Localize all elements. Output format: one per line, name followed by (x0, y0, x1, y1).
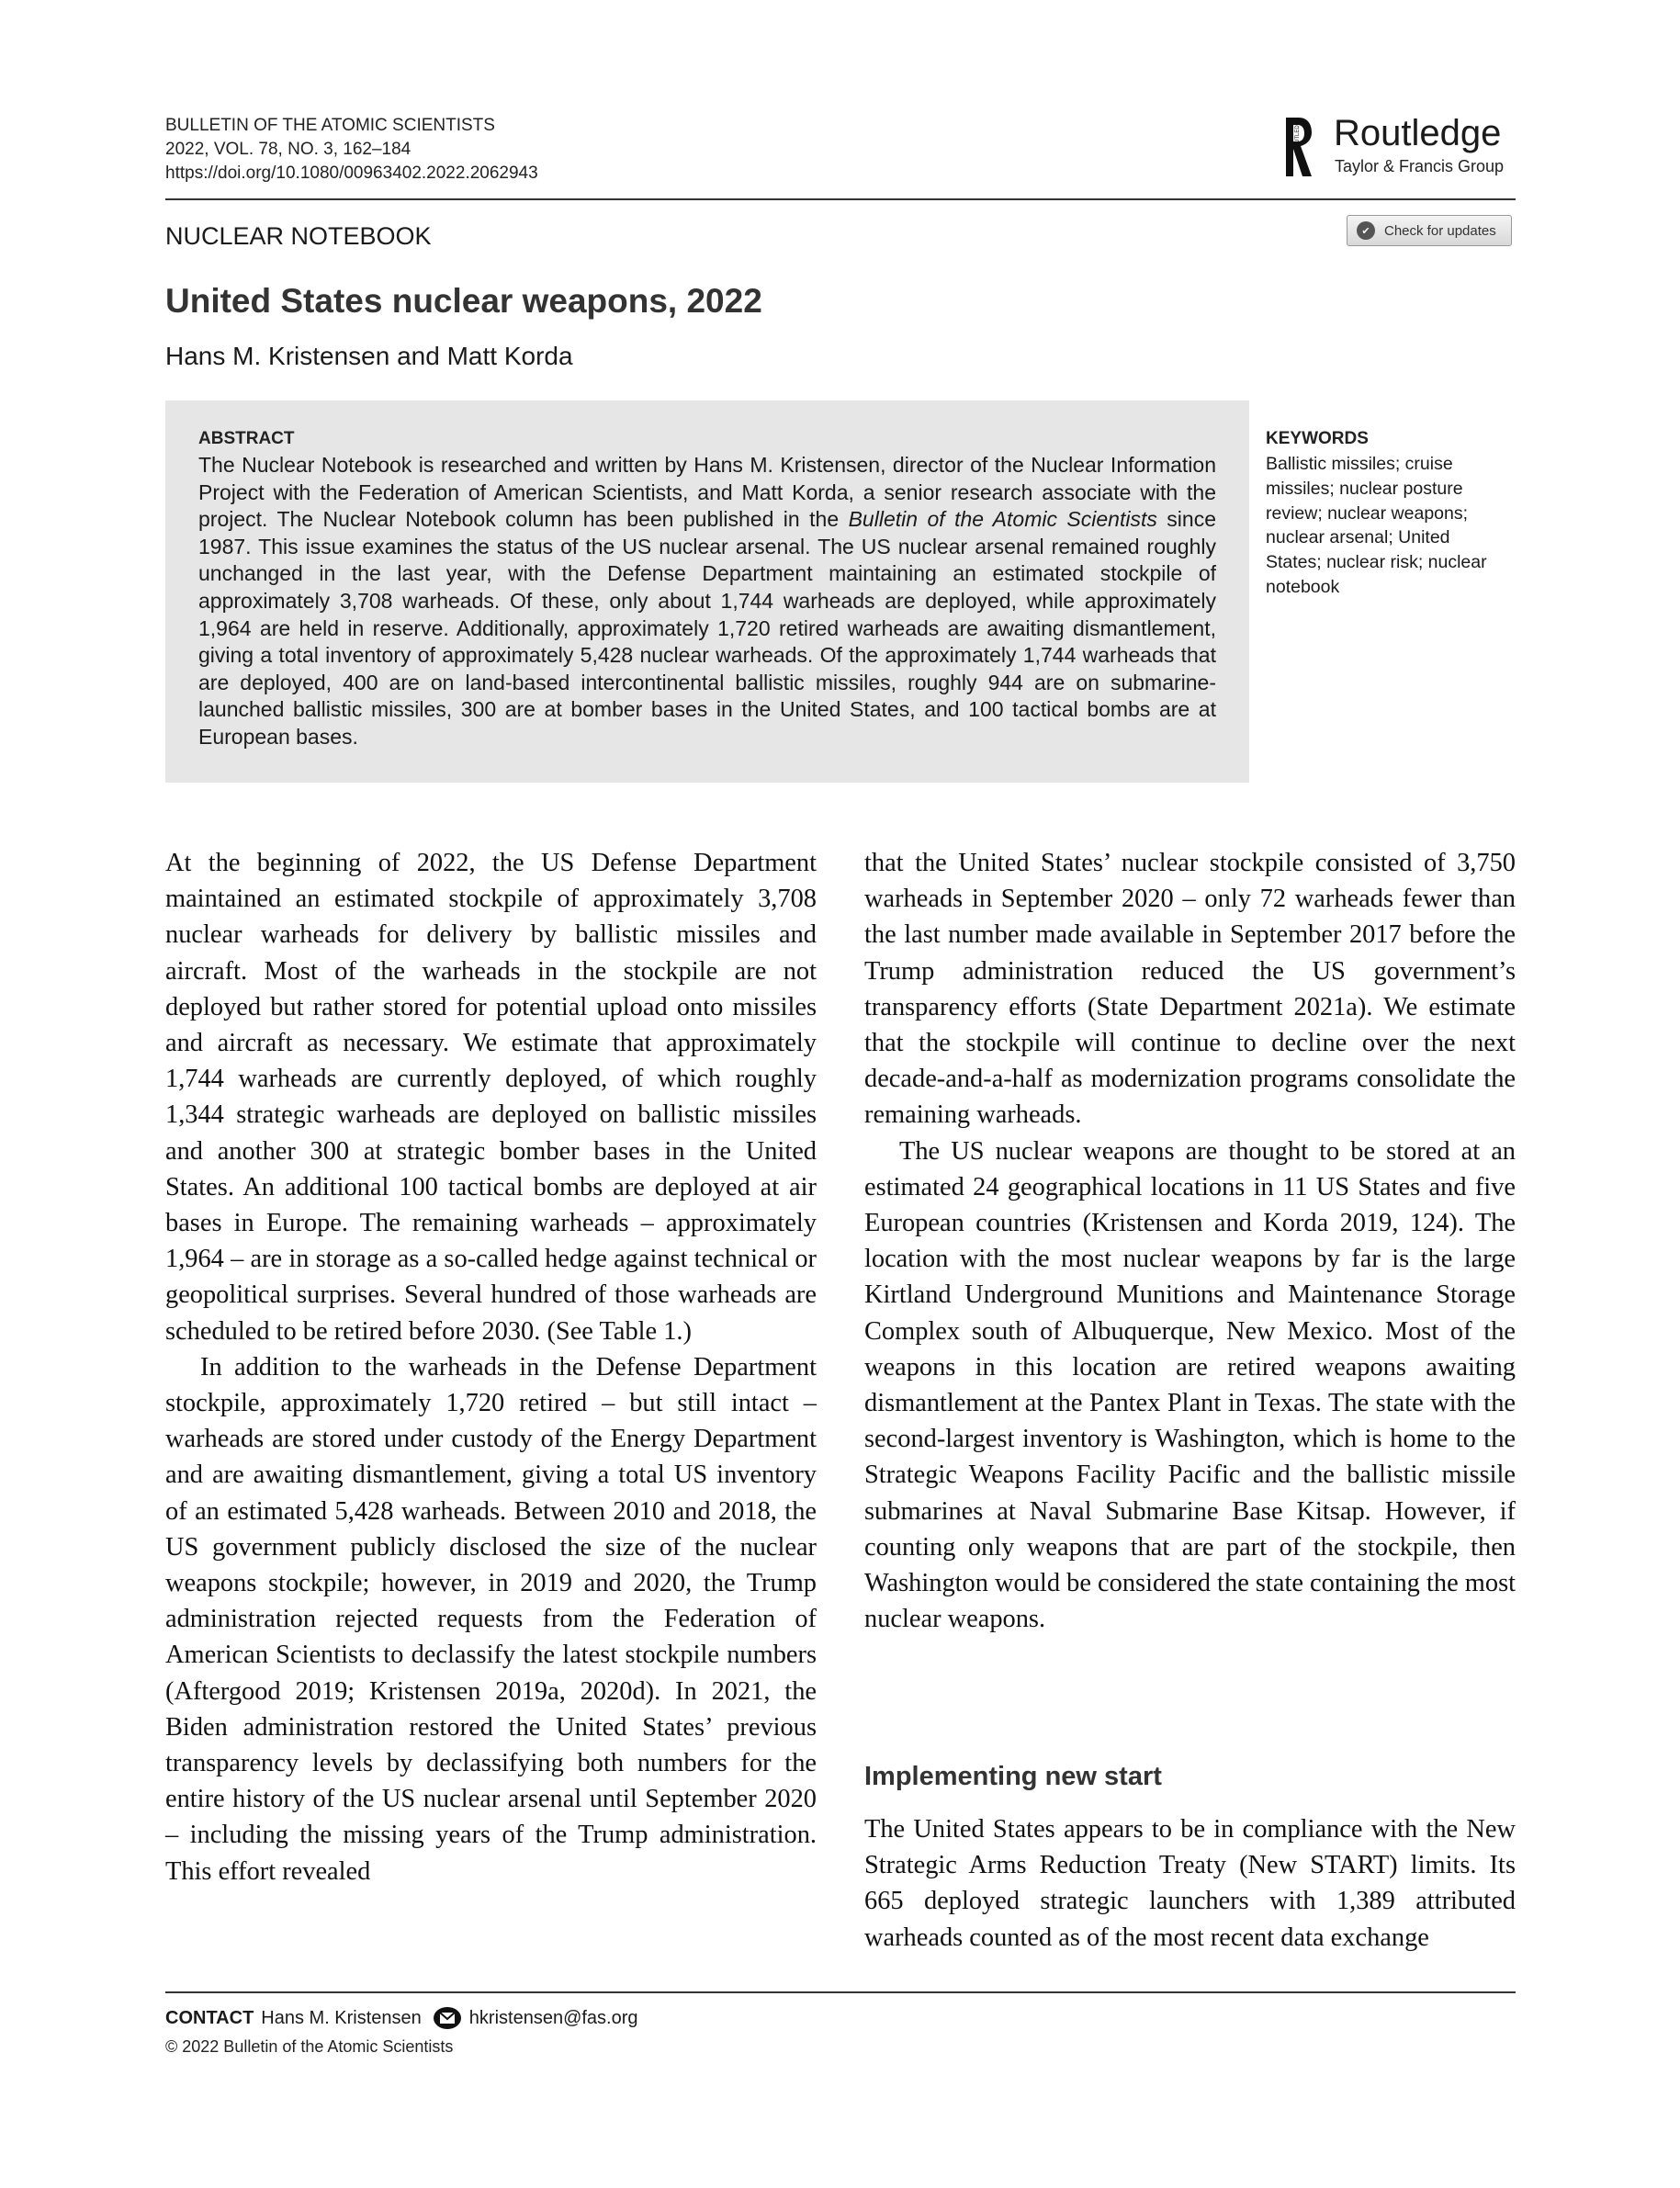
check-updates-label: Check for updates (1384, 222, 1496, 239)
volume-info: 2022, VOL. 78, NO. 3, 162–184 (165, 140, 412, 159)
body-column-left (165, 845, 817, 1889)
contact-name: Hans M. Kristensen (261, 2008, 422, 2028)
section-label: NUCLEAR NOTEBOOK (165, 222, 432, 250)
check-updates-button[interactable] (1347, 215, 1512, 246)
header-rule (165, 198, 1516, 200)
body-paragraph: The US nuclear weapons are thought to be stored at an estimated 24 geographical locations in 11 US States and five European countries (Kristensen and Korda 2019, 124). The location with the most nuclear weapons by far is the large Kirtland Underground Munitions and Maintenance Storage Complex south of Albuquerque, New Mexico. Most of the weapons in this location are retired weapons awaiting dismantlement at the Pantex Plant in Texas. The state with the second-largest inventory is Washington, which is home to the Strategic Weapons Facility Pacific and the ballistic missile submarines at Naval Submarine Base Kitsap. However, if counting only weapons that are part of the stockpile, then Washington would be considered the state containing the most nuclear weapons. (864, 1136, 1516, 1634)
keywords-heading: KEYWORDS (1266, 429, 1369, 448)
svg-text:ROUTLEDGE: ROUTLEDGE (1295, 117, 1301, 152)
abstract-text-part: since 1987. This issue examines the status of the US nuclear arsenal. The US nuclear arsenal remained roughly unchanged in the last year, with the Defense Department maintaining an estimated stockpile of approximately 3,708 warheads. Of these, only about 1,744 warheads are deployed, while approximately 1,964 are held in reserve. Additionally, approximately 1,720 retired warheads are awaiting dismantlement, giving a total inventory of approximately 5,428 nuclear warheads. Of the approximately 1,744 warheads that are deployed, 400 are on land-based intercontinental ballistic missiles, roughly 944 are on submarine-launched ballistic missiles, 300 are at bomber bases in the United States, and 100 tactical bombs are at European bases. (198, 507, 1216, 749)
abstract-text-part: The Nuclear Notebook is researched and written by Hans M. Kristensen, director of the Nuclear Information Project with the Federation of American Scientists, and Matt Korda, a senior research associate with the project. The Nuclear Notebook column has been published in the (198, 453, 1216, 532)
contact-email-link[interactable]: hkristensen@fas.org (468, 2008, 638, 2028)
body-column-right-continued (864, 1811, 1516, 1956)
section-heading: Implementing new start (864, 1762, 1162, 1791)
article-title: United States nuclear weapons, 2022 (165, 282, 762, 320)
abstract-heading: ABSTRACT (198, 429, 295, 448)
journal-info (165, 114, 538, 186)
body-paragraph: The United States appears to be in compliance with the New Strategic Arms Reduction Treaty (New START) limits. Its 665 deployed strategic launchers with 1,389 attributed warheads counted as of the most recent data exchange (864, 1815, 1516, 1952)
contact-line (165, 2006, 638, 2030)
publisher-logo (1277, 112, 1516, 184)
envelope-icon (433, 2006, 462, 2030)
publisher-subtitle: Taylor & Francis Group (1335, 157, 1505, 175)
body-column-right (864, 845, 1516, 1637)
contact-label: CONTACT (165, 2008, 254, 2028)
body-paragraph: that the United States’ nuclear stockpile consisted of 3,750 warheads in September 2020 – only 72 warheads fewer than the last number made available in September 2017 before the Trump administration reduced the US government’s transparency efforts (State Department 2021a). We estimate that the stockpile will continue to decline over the next decade-and-a-half as modernization programs consolidate the remaining warheads. (864, 849, 1516, 1130)
footer-rule (165, 1991, 1516, 1993)
body-paragraph: In addition to the warheads in the Defense Department stockpile, approximately 1,720 retired – but still intact – warheads are stored under custody of the Energy Department and are awaiting dismantlement, giving a total US inventory of an estimated 5,428 warheads. Between 2010 and 2018, the US government publicly disclosed the size of the nuclear weapons stockpile; however, in 2019 and 2020, the Trump administration rejected requests from the Federation of American Scientists to declassify the latest stockpile numbers (Aftergood 2019; Kristensen 2019a, 2020d). In 2021, the Biden administration restored the United States’ previous transparency levels by declassifying both numbers for the entire history of the US nuclear arsenal until September 2020 – including the missing years of the Trump administration. This effort revealed (165, 1352, 817, 1886)
publisher-name: Routledge (1334, 113, 1502, 153)
doi-link[interactable]: https://doi.org/10.1080/00963402.2022.2062943 (165, 164, 538, 183)
routledge-logo-icon (1277, 112, 1314, 182)
body-paragraph: At the beginning of 2022, the US Defense Department maintained an estimated stockpile of approximately 3,708 nuclear warheads for delivery by ballistic missiles and aircraft. Most of the warheads in the stockpile are not deployed but rather stored for potential upload onto missiles and aircraft as necessary. We estimate that approximately 1,744 warheads are currently deployed, of which roughly 1,344 strategic warheads are deployed on ballistic missiles and another 300 at strategic bomber bases in the United States. An additional 100 tactical bombs are deployed at air bases in Europe. The remaining warheads – approximately 1,964 – are in storage as a so-called hedge against technical or geopolitical surprises. Several hundred of those warheads are scheduled to be retired before 2030. (See Table 1.) (165, 849, 817, 1346)
article-authors: Hans M. Kristensen and Matt Korda (165, 342, 573, 370)
abstract-journal-italic: Bulletin of the Atomic Scientists (848, 507, 1157, 532)
abstract-text (198, 452, 1216, 751)
journal-name: BULLETIN OF THE ATOMIC SCIENTISTS (165, 116, 495, 135)
copyright: © 2022 Bulletin of the Atomic Scientists (165, 2037, 454, 2056)
keywords-list: Ballistic missiles; cruise missiles; nuclear posture review; nuclear weapons; nuclear arsenal; United States; nuclear risk; nuclear notebook (1266, 454, 1487, 597)
check-updates-icon: ✔ (1357, 221, 1375, 240)
